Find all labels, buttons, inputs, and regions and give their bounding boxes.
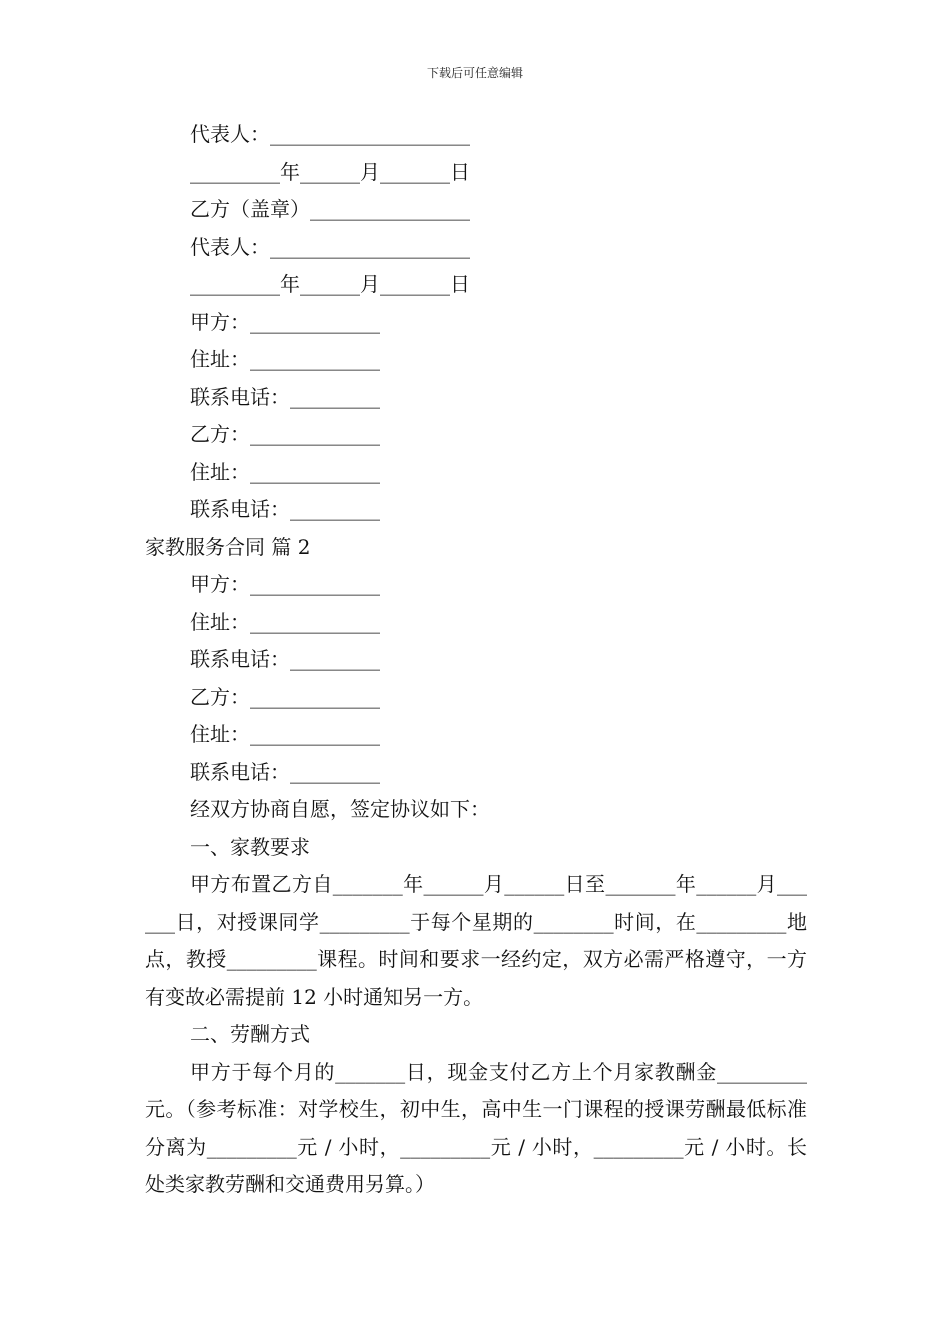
section-2-title: 二、劳酬方式 xyxy=(190,1022,310,1046)
party-a-field-2: 甲方：_____________ xyxy=(190,572,380,596)
section-1-paragraph: 甲方布置乙方自_______年______月______日至_______年______月______日，对授课同学_________于每个星期的________时间，在_________地点，教授_________课程。时间和要求一经约定，双方必需严格遵守，一方有变故必需提前 12 小时通知另一方。 xyxy=(145,872,807,1009)
representative-a-line: 代表人：____________________ xyxy=(190,122,470,146)
address-a-field-2: 住址：_____________ xyxy=(190,609,380,634)
phone-b-field-2: 联系电话：_________ xyxy=(190,759,380,784)
address-a-field: 住址：_____________ xyxy=(190,347,380,371)
agreement-intro: 经双方协商自愿，签定协议如下： xyxy=(190,797,490,821)
address-b-field: 住址：_____________ xyxy=(190,459,380,484)
page-header: 下载后可任意编辑 xyxy=(426,66,523,80)
document-body xyxy=(145,116,807,1204)
section-2-paragraph: 甲方于每个月的_______日，现金支付乙方上个月家教酬金_________元。（参考标准：对学校生，初中生，高中生一门课程的授课劳酬最低标准分离为_________元 / 小时，_________元 / 小时，_________元 / 小时。长处类家教劳酬和交通费用另算。） xyxy=(145,1059,807,1196)
party-b-seal-line: 乙方（盖章）________________ xyxy=(190,197,470,221)
date-line-b: _________年______月_______日 xyxy=(190,272,470,296)
section-1-title: 一、家教要求 xyxy=(190,834,310,859)
party-b-field: 乙方：_____________ xyxy=(190,422,380,446)
representative-b-line: 代表人：____________________ xyxy=(190,234,470,259)
address-b-field-2: 住址：_____________ xyxy=(190,722,380,746)
phone-a-field: 联系电话：_________ xyxy=(190,384,380,409)
phone-b-field: 联系电话：_________ xyxy=(190,497,380,521)
contract-title: 家教服务合同 篇 2 xyxy=(145,534,311,559)
party-b-field-2: 乙方：_____________ xyxy=(190,684,380,709)
date-line-a: _________年______月_______日 xyxy=(190,159,470,184)
party-a-field: 甲方：_____________ xyxy=(190,309,380,334)
phone-a-field-2: 联系电话：_________ xyxy=(190,647,380,671)
